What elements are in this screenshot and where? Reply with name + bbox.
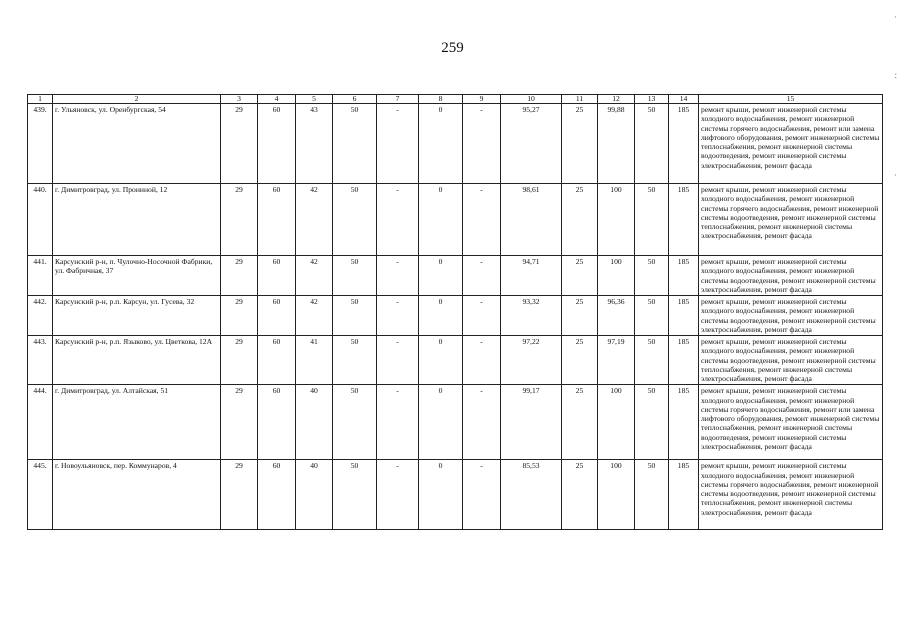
column-header-12: 12 — [598, 95, 635, 104]
cell-6: 50 — [333, 385, 377, 460]
scan-mark: : — [894, 70, 897, 80]
cell-8: 0 — [419, 104, 463, 184]
table-row — [28, 104, 883, 184]
cell-7: - — [377, 104, 419, 184]
cell-10: 93,32 — [501, 296, 562, 336]
column-header-5: 5 — [296, 95, 333, 104]
cell-14: 185 — [669, 296, 699, 336]
cell-10: 99,17 — [501, 385, 562, 460]
cell-12: 100 — [598, 385, 635, 460]
cell-4: 60 — [258, 336, 296, 385]
works-cell: ремонт крыши, ремонт инженерной системы холодного водоснабжения, ремонт инженерной системы водоотведения, ремонт инженерной системы теплоснабжения, ремонт инженерной системы электроснабжения, ремонт фасада — [699, 336, 883, 385]
column-header-14: 14 — [669, 95, 699, 104]
cell-6: 50 — [333, 104, 377, 184]
cell-7: - — [377, 385, 419, 460]
cell-3: 29 — [221, 296, 258, 336]
address-cell: Карсунский р-н, п. Чулочно-Носочной Фабрики, ул. Фабричная, 37 — [53, 256, 221, 296]
cell-8: 0 — [419, 460, 463, 530]
cell-8: 0 — [419, 256, 463, 296]
cell-6: 50 — [333, 336, 377, 385]
cell-12: 99,88 — [598, 104, 635, 184]
cell-12: 97,19 — [598, 336, 635, 385]
cell-5: 42 — [296, 296, 333, 336]
address-cell: г. Новоульяновск, пер. Коммунаров, 4 — [53, 460, 221, 530]
row-number: 445. — [28, 460, 53, 530]
cell-12: 100 — [598, 256, 635, 296]
column-header-2: 2 — [53, 95, 221, 104]
works-cell: ремонт крыши, ремонт инженерной системы холодного водоснабжения, ремонт инженерной системы горячего водоснабжения, ремонт или замена лифтового оборудования, ремонт инженерной системы теплоснабжения, ремонт инженерной системы водоотведения, ремонт инженерной системы электроснабжения, ремонт фасада — [699, 385, 883, 460]
cell-3: 29 — [221, 385, 258, 460]
cell-7: - — [377, 256, 419, 296]
cell-13: 50 — [635, 184, 669, 256]
column-header-6: 6 — [333, 95, 377, 104]
cell-14: 185 — [669, 385, 699, 460]
works-cell: ремонт крыши, ремонт инженерной системы холодного водоснабжения, ремонт инженерной системы горячего водоснабжения, ремонт или замена лифтового оборудования, ремонт инженерной системы теплоснабжения, ремонт инженерной системы водоотведения, ремонт инженерной системы электроснабжения, ремонт фасада — [699, 104, 883, 184]
cell-3: 29 — [221, 104, 258, 184]
scan-mark: · — [894, 170, 897, 180]
column-header-15: 15 — [699, 95, 883, 104]
cell-6: 50 — [333, 256, 377, 296]
scan-mark: · — [894, 12, 897, 22]
cell-6: 50 — [333, 296, 377, 336]
column-header-10: 10 — [501, 95, 562, 104]
cell-7: - — [377, 184, 419, 256]
address-cell: Карсунский р-н, р.п. Карсун, ул. Гусева, 32 — [53, 296, 221, 336]
cell-5: 41 — [296, 336, 333, 385]
works-cell: ремонт крыши, ремонт инженерной системы холодного водоснабжения, ремонт инженерной системы горячего водоснабжения, ремонт инженерной системы водоотведения, ремонт инженерной системы теплоснабжения, ремонт инженерной системы электроснабжения, ремонт фасада — [699, 184, 883, 256]
cell-5: 43 — [296, 104, 333, 184]
column-header-9: 9 — [463, 95, 501, 104]
cell-11: 25 — [562, 296, 598, 336]
cell-10: 85,53 — [501, 460, 562, 530]
cell-11: 25 — [562, 184, 598, 256]
cell-10: 95,27 — [501, 104, 562, 184]
cell-13: 50 — [635, 256, 669, 296]
cell-10: 97,22 — [501, 336, 562, 385]
column-header-3: 3 — [221, 95, 258, 104]
table-row — [28, 385, 883, 460]
cell-8: 0 — [419, 184, 463, 256]
data-table — [27, 94, 883, 530]
works-cell: ремонт крыши, ремонт инженерной системы холодного водоснабжения, ремонт инженерной системы горячего водоснабжения, ремонт инженерной системы водоотведения, ремонт инженерной системы теплоснабжения, ремонт инженерной системы электроснабжения, ремонт фасада — [699, 460, 883, 530]
column-header-7: 7 — [377, 95, 419, 104]
cell-6: 50 — [333, 184, 377, 256]
row-number: 444. — [28, 385, 53, 460]
cell-13: 50 — [635, 385, 669, 460]
cell-7: - — [377, 460, 419, 530]
cell-9: - — [463, 256, 501, 296]
cell-14: 185 — [669, 336, 699, 385]
cell-14: 185 — [669, 104, 699, 184]
table-row — [28, 460, 883, 530]
column-header-1: 1 — [28, 95, 53, 104]
column-header-11: 11 — [562, 95, 598, 104]
cell-12: 100 — [598, 184, 635, 256]
row-number: 443. — [28, 336, 53, 385]
header-row — [28, 95, 883, 104]
cell-5: 42 — [296, 184, 333, 256]
table-row — [28, 296, 883, 336]
cell-11: 25 — [562, 385, 598, 460]
cell-3: 29 — [221, 336, 258, 385]
cell-7: - — [377, 296, 419, 336]
address-cell: г. Димитровград, ул. Прониной, 12 — [53, 184, 221, 256]
cell-8: 0 — [419, 336, 463, 385]
cell-9: - — [463, 296, 501, 336]
cell-9: - — [463, 460, 501, 530]
cell-11: 25 — [562, 460, 598, 530]
column-header-13: 13 — [635, 95, 669, 104]
cell-4: 60 — [258, 184, 296, 256]
cell-14: 185 — [669, 256, 699, 296]
cell-13: 50 — [635, 336, 669, 385]
cell-12: 96,36 — [598, 296, 635, 336]
cell-14: 185 — [669, 184, 699, 256]
cell-3: 29 — [221, 184, 258, 256]
cell-8: 0 — [419, 385, 463, 460]
table-row — [28, 184, 883, 256]
works-cell: ремонт крыши, ремонт инженерной системы холодного водоснабжения, ремонт инженерной системы водоотведения, ремонт инженерной системы электроснабжения, ремонт фасада — [699, 296, 883, 336]
cell-8: 0 — [419, 296, 463, 336]
cell-4: 60 — [258, 296, 296, 336]
cell-4: 60 — [258, 460, 296, 530]
row-number: 439. — [28, 104, 53, 184]
row-number: 441. — [28, 256, 53, 296]
column-header-8: 8 — [419, 95, 463, 104]
row-number: 442. — [28, 296, 53, 336]
cell-11: 25 — [562, 256, 598, 296]
address-cell: Карсунский р-н, р.п. Языково, ул. Цветкова, 12А — [53, 336, 221, 385]
cell-5: 40 — [296, 460, 333, 530]
cell-3: 29 — [221, 460, 258, 530]
cell-9: - — [463, 385, 501, 460]
works-cell: ремонт крыши, ремонт инженерной системы холодного водоснабжения, ремонт инженерной системы водоотведения, ремонт инженерной системы электроснабжения, ремонт фасада — [699, 256, 883, 296]
address-cell: г. Ульяновск, ул. Оренбургская, 54 — [53, 104, 221, 184]
page-number: 259 — [441, 40, 464, 56]
cell-5: 42 — [296, 256, 333, 296]
cell-6: 50 — [333, 460, 377, 530]
cell-9: - — [463, 104, 501, 184]
cell-7: - — [377, 336, 419, 385]
cell-13: 50 — [635, 296, 669, 336]
cell-12: 100 — [598, 460, 635, 530]
table-row — [28, 256, 883, 296]
row-number: 440. — [28, 184, 53, 256]
cell-11: 25 — [562, 336, 598, 385]
cell-10: 98,61 — [501, 184, 562, 256]
cell-9: - — [463, 336, 501, 385]
address-cell: г. Димитровград, ул. Алтайская, 51 — [53, 385, 221, 460]
cell-13: 50 — [635, 104, 669, 184]
cell-3: 29 — [221, 256, 258, 296]
table-body — [28, 104, 883, 530]
cell-4: 60 — [258, 256, 296, 296]
cell-11: 25 — [562, 104, 598, 184]
cell-14: 185 — [669, 460, 699, 530]
column-header-4: 4 — [258, 95, 296, 104]
cell-10: 94,71 — [501, 256, 562, 296]
cell-4: 60 — [258, 385, 296, 460]
table-row — [28, 336, 883, 385]
cell-13: 50 — [635, 460, 669, 530]
cell-9: - — [463, 184, 501, 256]
cell-5: 40 — [296, 385, 333, 460]
cell-4: 60 — [258, 104, 296, 184]
